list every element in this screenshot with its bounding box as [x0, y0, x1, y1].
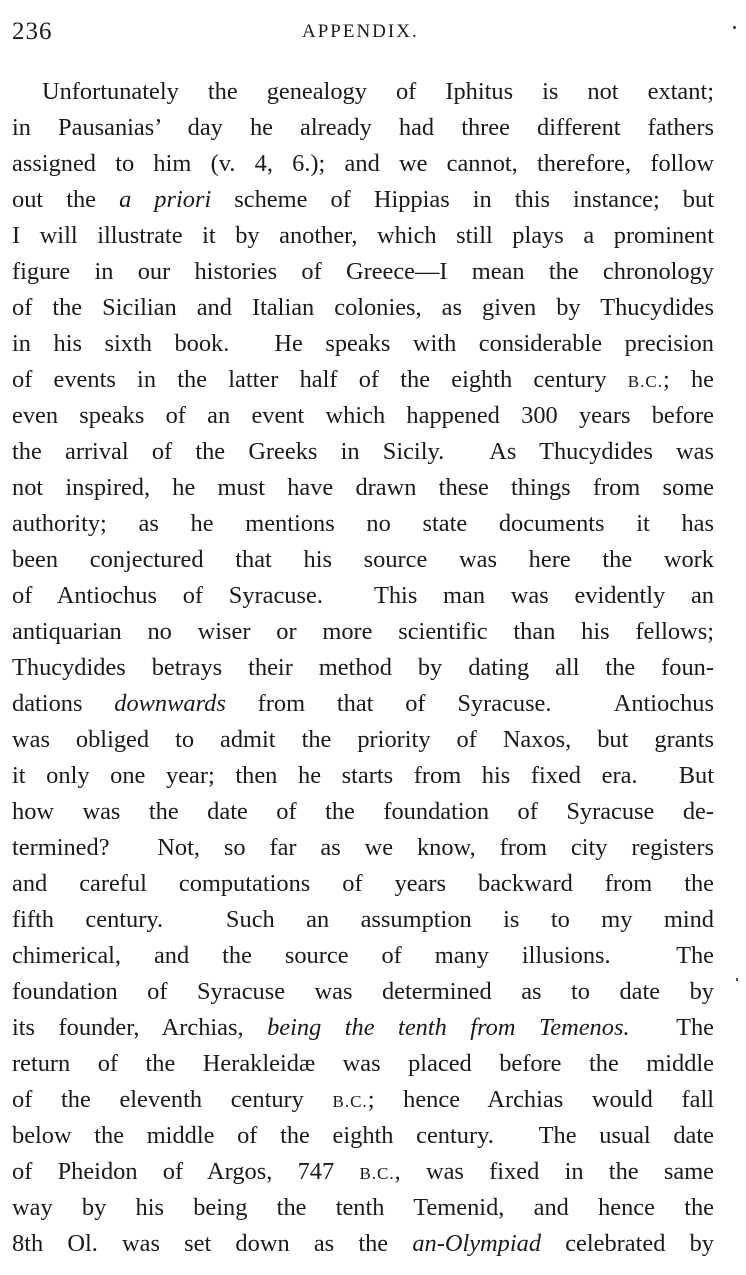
- text-line: [12, 1226, 714, 1262]
- text-line: [12, 290, 714, 326]
- text-line: [12, 362, 714, 398]
- text-run: of events in the latter half of the eighth century: [12, 366, 628, 393]
- text-line: [12, 722, 714, 758]
- italic-text: a priori: [119, 186, 212, 213]
- text-line: [12, 686, 714, 722]
- text-run: The: [629, 1014, 714, 1041]
- text-run: of the Sicilian and Italian colonies, as given by Thucydides: [12, 294, 714, 321]
- page-number: 236: [12, 18, 53, 45]
- running-head: [12, 18, 718, 48]
- text-run: even speaks of an event which happened 300 years before: [12, 402, 714, 429]
- text-run: below the middle of the eighth century. The usual date: [12, 1122, 714, 1149]
- text-run: of Pheidon of Argos, 747: [12, 1158, 360, 1185]
- text-run: dations: [12, 690, 115, 717]
- text-line: [12, 434, 714, 470]
- text-run: been conjectured that his source was here the work: [12, 546, 714, 573]
- text-run: its founder, Archias,: [12, 1014, 268, 1041]
- text-line: [12, 938, 714, 974]
- text-run: 8th Ol. was set down as the: [12, 1230, 413, 1257]
- text-line: [12, 902, 714, 938]
- margin-speck-mark: [736, 978, 738, 981]
- text-run: fifth century. Such an assumption is to my mind: [12, 906, 714, 933]
- text-line: [12, 578, 714, 614]
- text-run: antiquarian no wiser or more scientific than his fellows;: [12, 618, 714, 645]
- text-run: ; he: [662, 366, 714, 393]
- print-speck-mark: [733, 26, 736, 29]
- text-line: [12, 794, 714, 830]
- text-line: [12, 650, 714, 686]
- small-caps-text: B.C.: [332, 1092, 368, 1111]
- text-line: [12, 1118, 714, 1154]
- text-run: foundation of Syracuse was determined as to date by: [12, 978, 714, 1005]
- italic-text: being the tenth from Temenos.: [267, 1014, 630, 1041]
- text-run: not inspired, he must have drawn these things from some: [12, 474, 714, 501]
- text-line: [12, 506, 714, 542]
- text-run: return of the Herakleidæ was placed before the middle: [12, 1050, 714, 1077]
- text-line: [12, 470, 714, 506]
- text-run: of Antiochus of Syracuse. This man was evidently an: [12, 582, 714, 609]
- text-run: and careful computations of years backward from the: [12, 870, 714, 897]
- text-line: [12, 866, 714, 902]
- text-line: [12, 830, 714, 866]
- text-run: I will illustrate it by another, which still plays a prominent: [12, 222, 714, 249]
- text-line: [12, 758, 714, 794]
- small-caps-text: B.C.: [627, 372, 663, 391]
- text-run: scheme of Hippias in this instance; but: [211, 186, 714, 213]
- text-line: [12, 1082, 714, 1118]
- text-run: assigned to him (v. 4, 6.); and we cannot, therefore, follow: [12, 150, 714, 177]
- text-run: how was the date of the foundation of Syracuse de-: [12, 798, 714, 825]
- text-line: [12, 1154, 714, 1190]
- text-line: [12, 254, 714, 290]
- paragraph-body: [12, 74, 714, 1262]
- text-line: [12, 146, 714, 182]
- text-run: the arrival of the Greeks in Sicily. As Thucydides was: [12, 438, 714, 465]
- text-run: it only one year; then he starts from his fixed era. But: [12, 762, 714, 789]
- text-run: figure in our histories of Greece—I mean the chronology: [12, 258, 714, 285]
- text-line: [12, 398, 714, 434]
- small-caps-text: B.C.: [359, 1164, 395, 1183]
- text-line: [12, 974, 714, 1010]
- text-run: celebrated by: [541, 1230, 714, 1257]
- text-run: Unfortunately the genealogy of Iphitus is not extant;: [42, 78, 714, 105]
- text-line: [12, 1190, 714, 1226]
- text-run: way by his being the tenth Temenid, and hence the: [12, 1194, 714, 1221]
- text-line: [12, 182, 714, 218]
- italic-text: downwards: [114, 690, 226, 717]
- text-run: from that of Syracuse. Antiochus: [225, 690, 714, 717]
- running-title: APPENDIX.: [302, 21, 419, 42]
- text-run: of the eleventh century: [12, 1086, 333, 1113]
- text-line: [12, 110, 714, 146]
- text-run: authority; as he mentions no state documents it has: [12, 510, 714, 537]
- italic-text: an-Olympiad: [412, 1230, 542, 1257]
- text-run: ; hence Archias would fall: [367, 1086, 714, 1113]
- text-line: [12, 542, 714, 578]
- text-line: [12, 1046, 714, 1082]
- text-run: termined? Not, so far as we know, from city registers: [12, 834, 714, 861]
- text-line: [12, 326, 714, 362]
- text-run: in Pausanias’ day he already had three different fathers: [12, 114, 714, 141]
- text-run: out the: [12, 186, 120, 213]
- text-run: in his sixth book. He speaks with considerable precision: [12, 330, 714, 357]
- text-line: [12, 74, 714, 110]
- text-line: [12, 614, 714, 650]
- text-line: [12, 218, 714, 254]
- text-line: [12, 1010, 714, 1046]
- text-run: Thucydides betrays their method by dating all the foun-: [12, 654, 714, 681]
- text-run: , was fixed in the same: [394, 1158, 714, 1185]
- text-run: chimerical, and the source of many illusions. The: [12, 942, 714, 969]
- text-run: was obliged to admit the priority of Naxos, but grants: [12, 726, 714, 753]
